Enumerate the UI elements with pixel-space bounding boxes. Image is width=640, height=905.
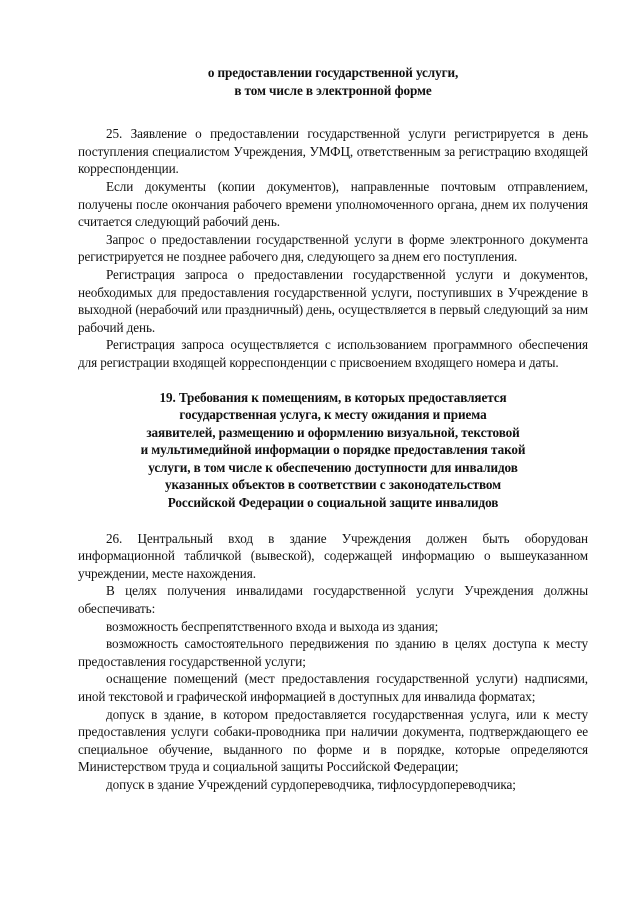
list-item: допуск в здание Учреждений сурдопереводчика, тифлосурдопереводчика; xyxy=(106,776,516,792)
paragraph: Запрос о предоставлении государственной услуги в форме электронного документа регистрируется не позднее рабочего дня, следующего за днем его поступления. xyxy=(78,231,588,265)
heading-line: заявителей, размещению и оформлению визуальной, текстовой xyxy=(146,424,520,440)
heading-line: указанных объектов в соответствии с законодательством xyxy=(164,477,502,493)
paragraph: В целях получения инвалидами государственной услуги Учреждения должны обеспечивать: xyxy=(78,583,588,617)
paragraph: Регистрация запроса осуществляется с использованием программного обеспечения для регистрации входящей корреспонденции с присвоением входящего номера и даты. xyxy=(78,337,588,370)
list-item: возможность самостоятельного передвижения по зданию в целях доступа к месту предоставления государственной услуги; xyxy=(78,636,588,669)
section-25 xyxy=(78,125,588,371)
list-item: оснащение помещений (мест предоставления государственной услуги) надписями, иной текстовой и графической информацией в доступных для инвалида форматах; xyxy=(78,671,588,704)
section-19-heading xyxy=(78,389,588,512)
heading-line: 19. Требования к помещениям, в которых предоставляется xyxy=(159,389,507,405)
heading-top-line: в том числе в электронной форме xyxy=(234,82,432,98)
paragraph: Если документы (копии документов), направленные почтовым отправлением, получены после окончания рабочего времени уполномоченного органа, днем их получения считается следующий рабочий день. xyxy=(78,178,588,230)
heading-top xyxy=(78,64,588,99)
heading-line: Российской Федерации о социальной защите инвалидов xyxy=(167,495,499,511)
heading-line: и мультимедийной информации о порядке предоставления такой xyxy=(140,442,526,458)
document-page xyxy=(78,64,588,794)
section-26 xyxy=(78,530,588,794)
paragraph: 26. Центральный вход в здание Учреждения должен быть оборудован информационной табличкой (вывеской), содержащей информацию о вышеуказанном учреждении, месте нахождения. xyxy=(78,530,588,581)
list-item: возможность беспрепятственного входа и выхода из здания; xyxy=(106,618,439,634)
paragraph: 25. Заявление о предоставлении государственной услуги регистрируется в день поступления специалистом Учреждения, УМФЦ, ответственным за регистрацию входящей корреспонденции. xyxy=(78,126,588,177)
heading-line: услуги, в том числе к обеспечению доступности для инвалидов xyxy=(148,459,518,475)
heading-line: государственная услуга, к месту ожидания и приема xyxy=(179,407,487,423)
list-item: допуск в здание, в котором предоставляется государственная услуга, или к месту предоставления услуги собаки-проводника при наличии документа, подтверждающего ее специальное обучение, выданного по форме и в порядке, которые определяются Министерством труда и социальной защиты Российской Федерации; xyxy=(78,706,588,775)
paragraph: Регистрация запроса о предоставлении государственной услуги и документов, необходимых для предоставления государственной услуги, поступивших в Учреждение в выходной (нерабочий или праздничный) день, осуществляется в первый следующий за ним рабочий день. xyxy=(78,266,588,335)
heading-top-line: о предоставлении государственной услуги, xyxy=(207,65,459,80)
